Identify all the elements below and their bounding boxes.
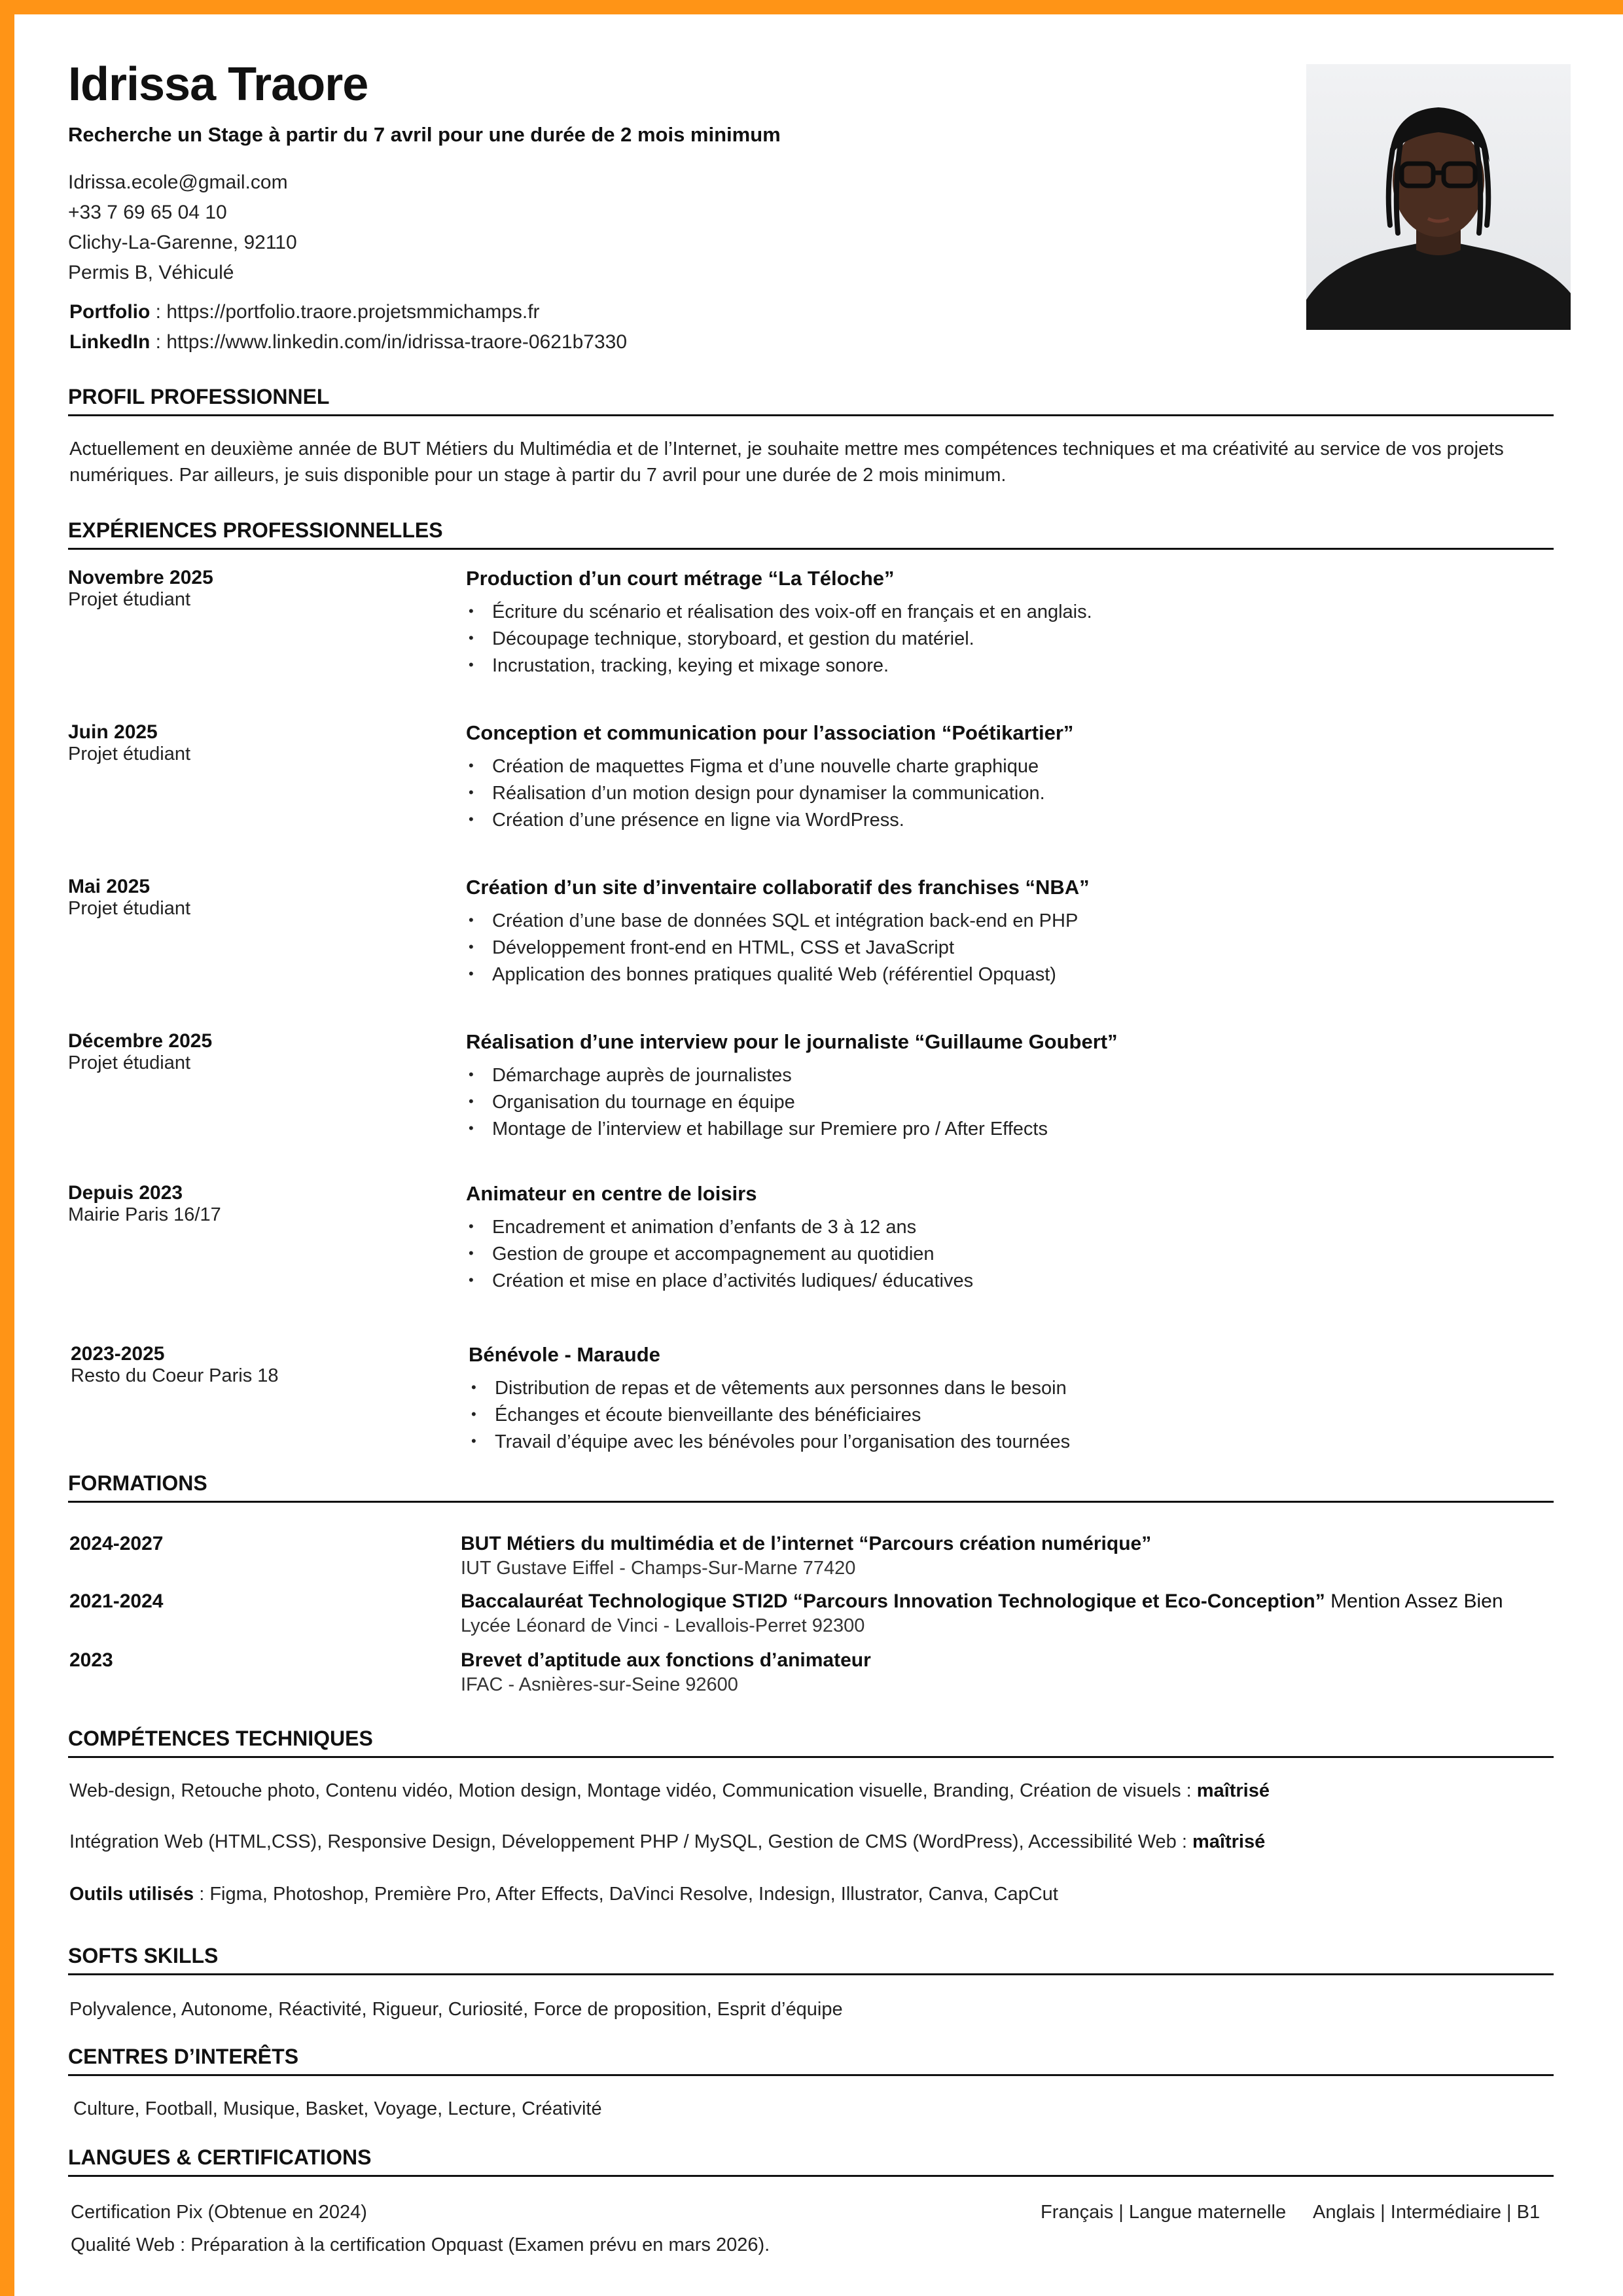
experience-title: Production d’un court métrage “La Téloche” bbox=[466, 567, 895, 590]
section-title-languages: LANGUES & CERTIFICATIONS bbox=[68, 2145, 1554, 2177]
portfolio-label: Portfolio bbox=[69, 301, 151, 323]
portrait-illustration bbox=[1306, 64, 1571, 330]
bullet-item: • Travail d’équipe avec les bénévoles pour l’organisation des tournées bbox=[471, 1428, 1070, 1455]
bullet-item: • Développement front-end en HTML, CSS et JavaScript bbox=[469, 934, 1078, 961]
education-school: IUT Gustave Eiffel - Champs-Sur-Marne 77420 bbox=[461, 1558, 856, 1579]
language-english: Anglais | Intermédiaire | B1 bbox=[1313, 2202, 1541, 2223]
certification-opquast: Qualité Web : Préparation à la certification Opquast (Examen prévu en mars 2026). bbox=[71, 2234, 770, 2255]
experience-title: Animateur en centre de loisirs bbox=[466, 1182, 757, 1205]
section-title-education: FORMATIONS bbox=[68, 1471, 1554, 1503]
education-degree: Baccalauréat Technologique STI2D “Parcours Innovation Technologique et Eco-Conception” bbox=[461, 1590, 1325, 1612]
experience-title: Création d’un site d’inventaire collaboratif des franchises “NBA” bbox=[466, 876, 1090, 899]
experience-bullets bbox=[469, 1062, 1048, 1142]
accent-border-left bbox=[0, 0, 14, 2296]
experience-place: Projet étudiant bbox=[68, 744, 191, 764]
links-block bbox=[69, 297, 627, 357]
experience-title: Bénévole - Maraude bbox=[469, 1343, 660, 1366]
linkedin-label: LinkedIn bbox=[69, 331, 151, 353]
experience-date: Depuis 2023 bbox=[68, 1182, 183, 1204]
experience-date: Novembre 2025 bbox=[68, 567, 213, 588]
education-years: 2021-2024 bbox=[69, 1590, 164, 1612]
experience-place: Projet étudiant bbox=[68, 1052, 191, 1073]
experience-bullets bbox=[469, 1213, 973, 1294]
experience-bullets bbox=[471, 1374, 1070, 1455]
section-title-profile: PROFIL PROFESSIONNEL bbox=[68, 385, 1554, 416]
phone[interactable]: +33 7 69 65 04 10 bbox=[68, 202, 227, 223]
education-years: 2023 bbox=[69, 1649, 113, 1671]
bullet-item: • Gestion de groupe et accompagnement au quotidien bbox=[469, 1240, 973, 1267]
skills-web-level: maîtrisé bbox=[1192, 1831, 1266, 1852]
bullet-item: • Écriture du scénario et réalisation des voix-off en français et en anglais. bbox=[469, 598, 1092, 625]
experience-date: Mai 2025 bbox=[68, 876, 151, 897]
section-title-interests: CENTRES D’INTERÊTS bbox=[68, 2045, 1554, 2076]
portfolio-link[interactable] bbox=[69, 297, 627, 327]
bullet-item: • Échanges et écoute bienveillante des bénéficiaires bbox=[471, 1401, 1070, 1428]
email[interactable]: Idrissa.ecole@gmail.com bbox=[68, 171, 288, 193]
interests-list: Culture, Football, Musique, Basket, Voyage, Lecture, Créativité bbox=[73, 2098, 602, 2119]
skills-line-design bbox=[69, 1780, 1270, 1802]
linkedin-link[interactable] bbox=[69, 327, 627, 357]
bullet-item: • Réalisation d’un motion design pour dynamiser la communication. bbox=[469, 780, 1045, 806]
section-title-skills: COMPÉTENCES TECHNIQUES bbox=[68, 1727, 1554, 1758]
experience-bullets bbox=[469, 907, 1078, 988]
experience-bullets bbox=[469, 598, 1092, 679]
skills-design-text: Web-design, Retouche photo, Contenu vidéo, Motion design, Montage vidéo, Communication visuelle, Branding, Création de visuels : bbox=[69, 1780, 1197, 1801]
profile-summary: Actuellement en deuxième année de BUT Métiers du Multimédia et de l’Internet, je souhaite mettre mes compétences techniques et ma créativité au service de vos projets numériques. Par ailleurs, je suis disponible pour un stage à partir du 7 avril pour une durée de 2 mois minimum. bbox=[69, 439, 1504, 486]
experience-bullets bbox=[469, 753, 1045, 833]
section-title-experience: EXPÉRIENCES PROFESSIONNELLES bbox=[68, 518, 1554, 550]
bullet-item: • Création et mise en place d’activités ludiques/ éducatives bbox=[469, 1267, 973, 1294]
skills-line-web bbox=[69, 1831, 1265, 1853]
bullet-item: • Encadrement et animation d’enfants de 3 à 12 ans bbox=[469, 1213, 973, 1240]
address: Clichy-La-Garenne, 92110 bbox=[68, 232, 297, 253]
section-title-soft-skills: SOFTS SKILLS bbox=[68, 1944, 1554, 1975]
tools-label: Outils utilisés bbox=[69, 1884, 194, 1905]
certification-pix: Certification Pix (Obtenue en 2024) bbox=[71, 2202, 367, 2223]
candidate-name: Idrissa Traore bbox=[68, 58, 368, 111]
bullet-item: • Application des bonnes pratiques qualité Web (référentiel Opquast) bbox=[469, 961, 1078, 988]
bullet-item: • Création d’une base de données SQL et intégration back-end en PHP bbox=[469, 907, 1078, 934]
bullet-item: • Découpage technique, storyboard, et gestion du matériel. bbox=[469, 625, 1092, 652]
experience-place: Projet étudiant bbox=[68, 898, 191, 919]
accent-border-top bbox=[0, 0, 1623, 14]
education-school: Lycée Léonard de Vinci - Levallois-Perret 92300 bbox=[461, 1615, 865, 1636]
education-degree: Brevet d’aptitude aux fonctions d’animateur bbox=[461, 1649, 871, 1671]
bullet-item: • Distribution de repas et de vêtements aux personnes dans le besoin bbox=[471, 1374, 1070, 1401]
experience-date: Juin 2025 bbox=[68, 721, 158, 743]
tools-list: : Figma, Photoshop, Première Pro, After Effects, DaVinci Resolve, Indesign, Illustrator, Canva, CapCut bbox=[194, 1884, 1058, 1905]
job-search-tagline: Recherche un Stage à partir du 7 avril pour une durée de 2 mois minimum bbox=[68, 123, 781, 146]
experience-place: Projet étudiant bbox=[68, 589, 191, 610]
bullet-item: • Démarchage auprès de journalistes bbox=[469, 1062, 1048, 1088]
bullet-item: • Montage de l’interview et habillage sur Premiere pro / After Effects bbox=[469, 1115, 1048, 1142]
soft-skills-list: Polyvalence, Autonome, Réactivité, Rigueur, Curiosité, Force de proposition, Esprit d’équipe bbox=[69, 1999, 843, 2020]
education-mention: Mention Assez Bien bbox=[1325, 1590, 1503, 1612]
education-degree-line bbox=[461, 1649, 871, 1672]
experience-place: Mairie Paris 16/17 bbox=[68, 1204, 221, 1225]
bullet-item: • Incrustation, tracking, keying et mixage sonore. bbox=[469, 652, 1092, 679]
driving-license: Permis B, Véhiculé bbox=[68, 262, 234, 283]
experience-date: Décembre 2025 bbox=[68, 1030, 213, 1052]
contact-block bbox=[68, 168, 297, 288]
education-years: 2024-2027 bbox=[69, 1533, 164, 1554]
skills-line-tools bbox=[69, 1884, 1058, 1905]
portfolio-url: : https://portfolio.traore.projetsmmichamps.fr bbox=[150, 301, 540, 323]
education-degree-line bbox=[461, 1533, 1151, 1555]
bullet-item: • Organisation du tournage en équipe bbox=[469, 1088, 1048, 1115]
experience-title: Conception et communication pour l’association “Poétikartier” bbox=[466, 721, 1074, 744]
experience-place: Resto du Coeur Paris 18 bbox=[71, 1365, 279, 1386]
skills-design-level: maîtrisé bbox=[1196, 1780, 1270, 1801]
linkedin-url: : https://www.linkedin.com/in/idrissa-traore-0621b7330 bbox=[150, 331, 628, 353]
education-school: IFAC - Asnières-sur-Seine 92600 bbox=[461, 1674, 738, 1695]
experience-date: 2023-2025 bbox=[71, 1343, 165, 1365]
bullet-item: • Création de maquettes Figma et d’une nouvelle charte graphique bbox=[469, 753, 1045, 780]
language-french: Français | Langue maternelle bbox=[1041, 2202, 1287, 2223]
bullet-item: • Création d’une présence en ligne via WordPress. bbox=[469, 806, 1045, 833]
experience-title: Réalisation d’une interview pour le journaliste “Guillaume Goubert” bbox=[466, 1030, 1118, 1053]
education-degree: BUT Métiers du multimédia et de l’internet “Parcours création numérique” bbox=[461, 1533, 1152, 1554]
profile-photo bbox=[1306, 64, 1571, 330]
education-degree-line bbox=[461, 1590, 1503, 1613]
skills-web-text: Intégration Web (HTML,CSS), Responsive Design, Développement PHP / MySQL, Gestion de CMS (WordPress), Accessibilité Web : bbox=[69, 1831, 1192, 1852]
